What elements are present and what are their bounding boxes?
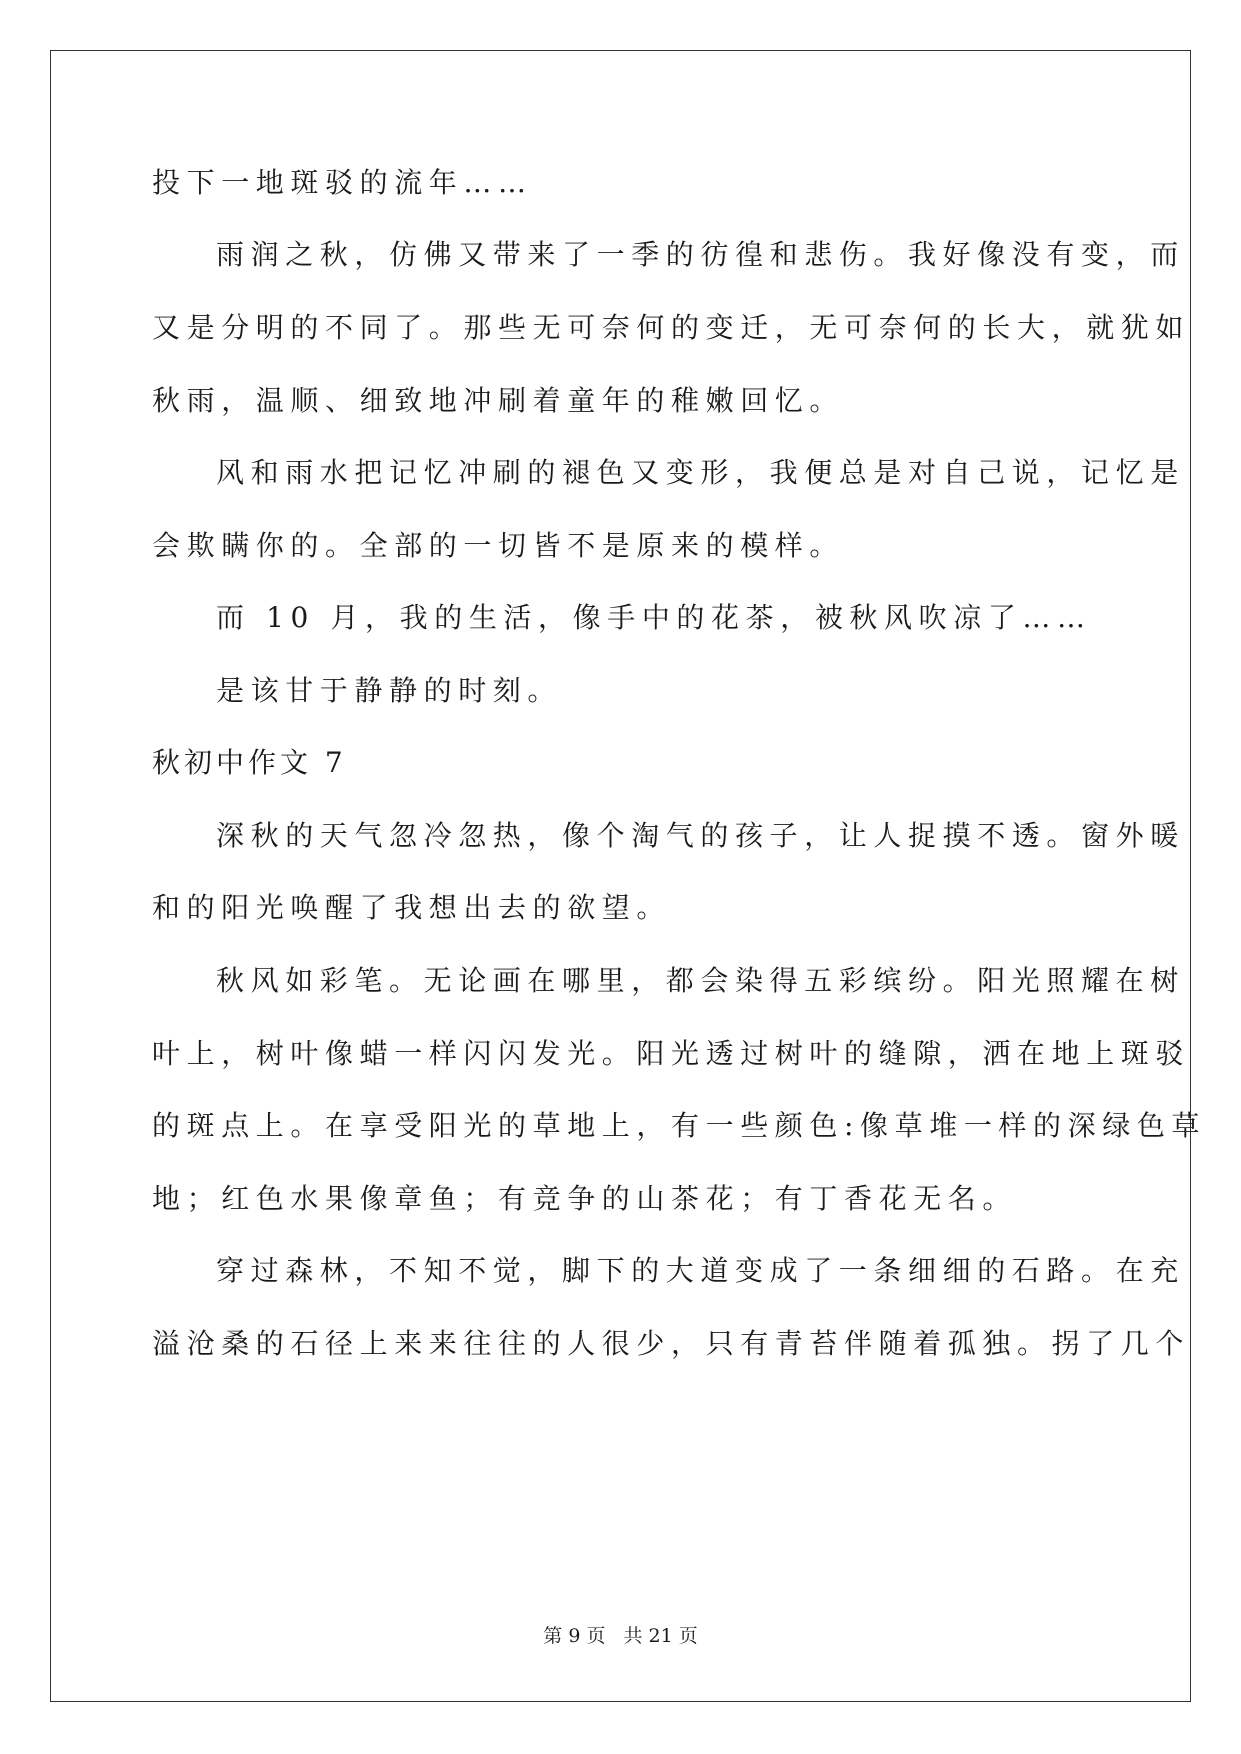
text-line: 和的阳光唤醒了我想出去的欲望。 [152, 891, 672, 924]
paragraph-start: 而 10 月，我的生活，像手中的花茶，被秋风吹凉了…… [216, 601, 1092, 634]
text-line: 地；红色水果像章鱼；有竞争的山茶花；有丁香花无名。 [152, 1182, 1018, 1215]
paragraph-start: 是该甘于静静的时刻。 [216, 674, 563, 707]
text-line: 投下一地斑驳的流年…… [152, 166, 533, 199]
paragraph-start: 穿过森林，不知不觉，脚下的大道变成了一条细细的石路。在充 [216, 1254, 1185, 1287]
paragraph-start: 深秋的天气忽冷忽热，像个淘气的孩子，让人捉摸不透。窗外暖 [216, 819, 1185, 852]
text-line: 秋雨，温顺、细致地冲刷着童年的稚嫩回忆。 [152, 384, 845, 417]
section-title: 秋初中作文 7 [152, 746, 347, 779]
text-line: 又是分明的不同了。那些无可奈何的变迁，无可奈何的长大，就犹如 [152, 311, 1191, 344]
text-line: 会欺瞒你的。全部的一切皆不是原来的模样。 [152, 529, 845, 562]
text-line: 溢沧桑的石径上来来往往的人很少，只有青苔伴随着孤独。拐了几个 [152, 1327, 1191, 1360]
paragraph-start: 雨润之秋，仿佛又带来了一季的彷徨和悲伤。我好像没有变，而 [216, 238, 1185, 271]
page-number: 第 9 页 [543, 1625, 606, 1647]
text-line: 叶上，树叶像蜡一样闪闪发光。阳光透过树叶的缝隙，洒在地上斑驳 [152, 1037, 1191, 1070]
page-footer [0, 1624, 1241, 1648]
paragraph-start: 秋风如彩笔。无论画在哪里，都会染得五彩缤纷。阳光照耀在树 [216, 964, 1185, 997]
page-border [50, 50, 1191, 1702]
paragraph-start: 风和雨水把记忆冲刷的褪色又变形，我便总是对自己说，记忆是 [216, 456, 1185, 489]
page-total: 共 21 页 [623, 1625, 698, 1647]
text-line: 的斑点上。在享受阳光的草地上，有一些颜色:像草堆一样的深绿色草 [152, 1109, 1207, 1142]
